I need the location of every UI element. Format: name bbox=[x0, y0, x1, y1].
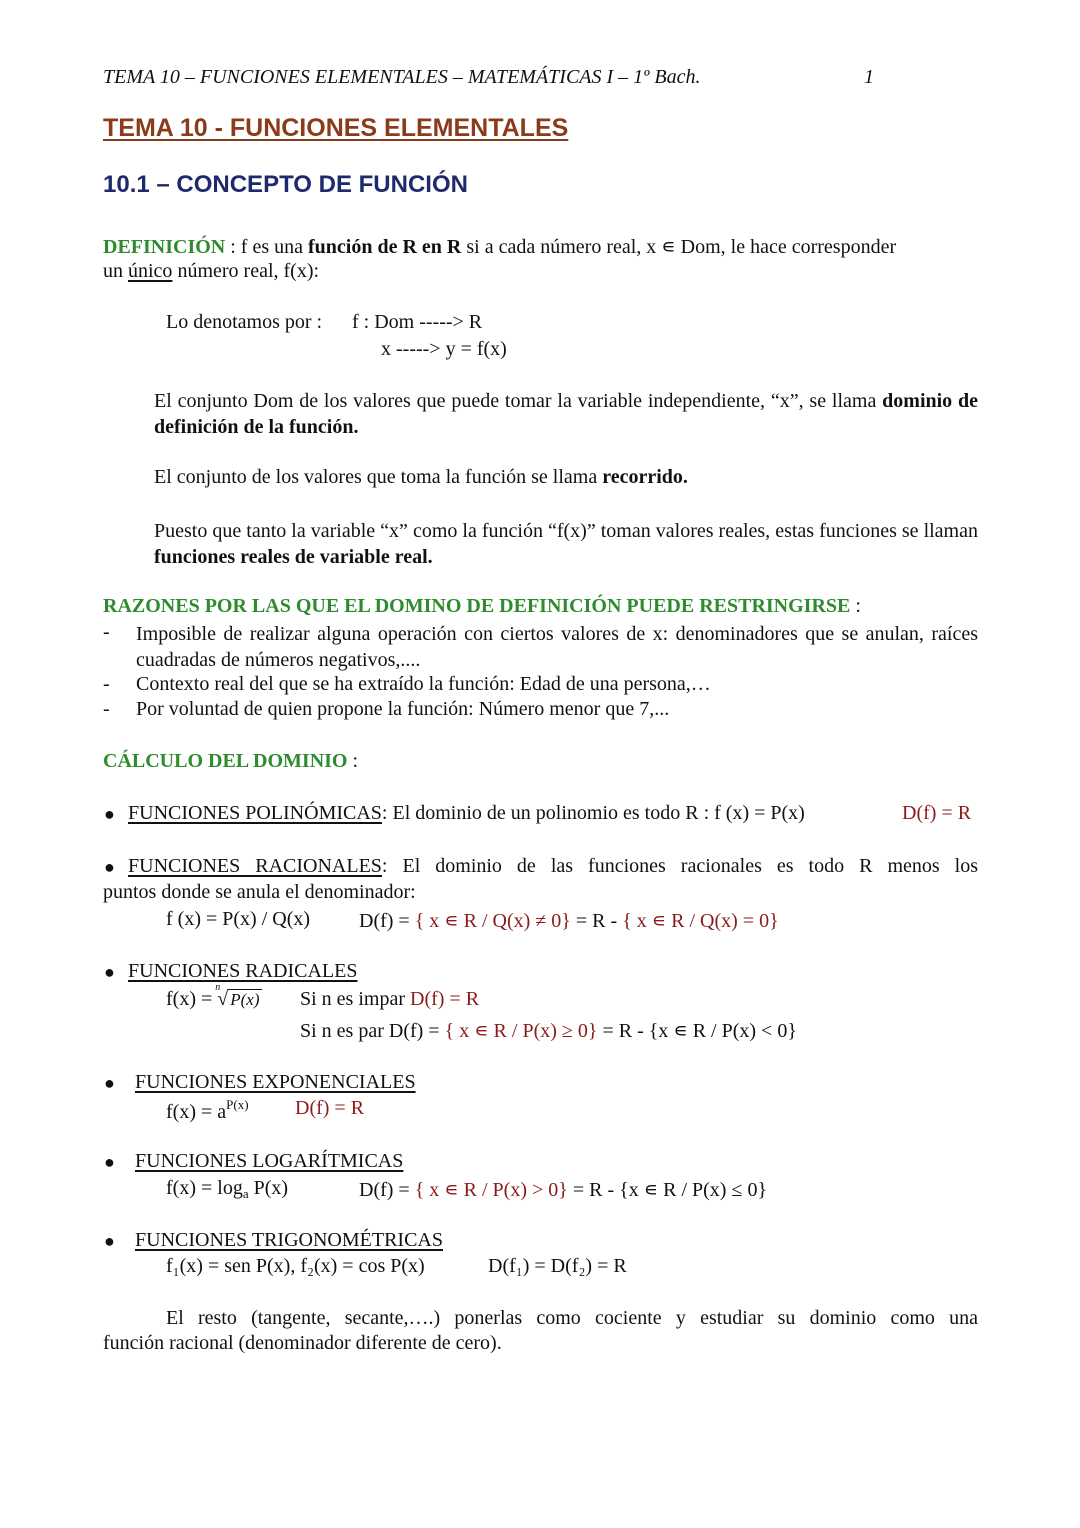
reason-item: Por voluntad de quien propone la función: Número menor que 7,... bbox=[136, 698, 670, 720]
logaritmicas-formula: $f(x) = \log_a P(x)$ bbox=[166, 1177, 289, 1201]
radicales-even: Si n es par D(f) = { x ∊ R / P(x) ≥ 0} = R - {x ∊ R / P(x) < 0} bbox=[300, 1020, 797, 1042]
resto-line1: El resto (tangente, secante,….) ponerlas como cociente y estudiar su dominio como una bbox=[166, 1307, 978, 1329]
bullet-icon: ● bbox=[104, 857, 115, 877]
dash: - bbox=[103, 673, 110, 695]
definition-line2: un único número real, f(x): bbox=[103, 260, 320, 282]
section-title: 10.1 – CONCEPTO DE FUNCIÓN bbox=[103, 171, 468, 198]
dom-paragraph: El conjunto Dom de los valores que puede tomar la variable independiente, “x”, se llama dominio de definición de la función. bbox=[154, 390, 978, 438]
exponenciales-domain: D(f) = R bbox=[295, 1097, 365, 1119]
running-header: TEMA 10 – FUNCIONES ELEMENTALES – MATEMÁTICAS I – 1º Bach. bbox=[103, 66, 701, 88]
recorrido-paragraph: El conjunto de los valores que toma la función se llama recorrido. bbox=[154, 466, 688, 488]
reason-item: Contexto real del que se ha extraído la función: Edad de una persona,… bbox=[136, 673, 711, 695]
nth-root: n √ P(x) bbox=[215, 982, 260, 1010]
reason-item: Imposible de realizar alguna operación con ciertos valores de x: denominadores que se anulan, raíces cuadradas de números negativos,.... bbox=[136, 623, 978, 671]
bullet-icon: ● bbox=[104, 804, 115, 824]
page-number: 1 bbox=[864, 66, 874, 88]
calculo-heading: CÁLCULO DEL DOMINIO : bbox=[103, 750, 359, 772]
radicales-odd: Si n es impar D(f) = R bbox=[300, 988, 480, 1010]
bullet-icon: ● bbox=[104, 1231, 115, 1251]
denote-line1: f : Dom -----> R bbox=[352, 311, 483, 333]
trigonometricas-label: FUNCIONES TRIGONOMÉTRICAS bbox=[135, 1229, 443, 1251]
bullet-icon: ● bbox=[104, 1073, 115, 1093]
definition-line1: DEFINICIÓN : f es una función de R en R si a cada número real, x ∊ Dom, le hace corresponder bbox=[103, 236, 897, 258]
logaritmicas-domain: D(f) = { x ∊ R / P(x) > 0} = R - {x ∊ R / P(x) ≤ 0} bbox=[359, 1179, 768, 1201]
reasons-heading: RAZONES POR LAS QUE EL DOMINO DE DEFINICIÓN PUEDE RESTRINGIRSE : bbox=[103, 595, 861, 617]
racionales-line2: puntos donde se anula el denominador: bbox=[103, 881, 416, 903]
exponenciales-formula: $f(x) = a^{P(x)}$ bbox=[166, 1097, 249, 1123]
dash: - bbox=[103, 621, 110, 643]
racionales-domain: D(f) = { x ∊ R / Q(x) ≠ 0} = R - { x ∊ R / Q(x) = 0} bbox=[359, 910, 779, 932]
denote-line2: x -----> y = f(x) bbox=[381, 338, 507, 360]
radicales-formula: f(x) = n √ P(x) bbox=[166, 982, 260, 1010]
bullet-icon: ● bbox=[104, 962, 115, 982]
definition-label: DEFINICIÓN bbox=[103, 236, 226, 258]
polinomicas-domain: D(f) = R bbox=[902, 802, 972, 824]
exponenciales-label: FUNCIONES EXPONENCIALES bbox=[135, 1071, 416, 1093]
racionales-line: FUNCIONES RACIONALES: El dominio de las funciones racionales es todo R menos los bbox=[128, 855, 979, 877]
dash: - bbox=[103, 698, 110, 720]
racionales-formula: f (x) = P(x) / Q(x) bbox=[166, 908, 311, 930]
trigonometricas-domain: D(f₁) = D(f₂) = R bbox=[488, 1255, 627, 1277]
denote-label: Lo denotamos por : bbox=[166, 311, 323, 333]
polinomicas-line: FUNCIONES POLINÓMICAS: El dominio de un polinomio es todo R : f (x) = P(x) bbox=[128, 802, 805, 824]
real-functions-paragraph: Puesto que tanto la variable “x” como la función “f(x)” toman valores reales, estas funciones se llaman funciones reales de variable real. bbox=[154, 520, 978, 568]
radicales-label: FUNCIONES RADICALES bbox=[128, 960, 358, 982]
resto-line2: función racional (denominador diferente de cero). bbox=[103, 1332, 502, 1354]
chapter-title: TEMA 10 - FUNCIONES ELEMENTALES bbox=[103, 114, 569, 142]
logaritmicas-label: FUNCIONES LOGARÍTMICAS bbox=[135, 1150, 404, 1172]
trigonometricas-formula: f₁(x) = sen P(x), f₂(x) = cos P(x) bbox=[166, 1255, 425, 1277]
bullet-icon: ● bbox=[104, 1152, 115, 1172]
